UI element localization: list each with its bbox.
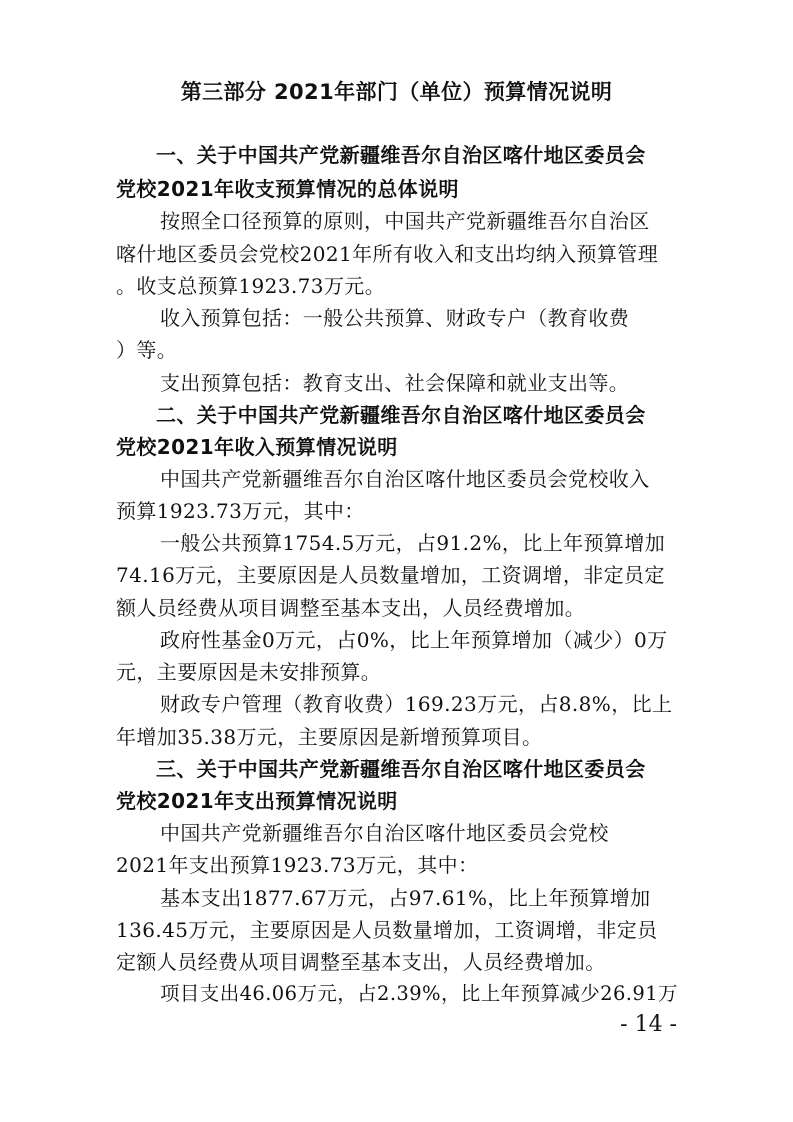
- section3-p1-line1: 中国共产党新疆维吾尔自治区喀什地区委员会党校: [160, 821, 609, 845]
- section3-p3-line1: 项目支出46.06万元，占2.39%，比上年预算减少26.91万: [160, 982, 678, 1005]
- section2-p2-line3: 额人员经费从项目调整至基本支出，人员经费增加。: [116, 596, 586, 620]
- section1-p1-line2: 喀什地区委员会党校2021年所有收入和支出均纳入预算管理: [116, 242, 659, 266]
- section2-p1-line2: 预算1923.73万元，其中：: [116, 499, 365, 523]
- page-title: 第三部分 2021年部门（单位）预算情况说明: [180, 80, 613, 104]
- section3-heading-line2: 党校2021年支出预算情况说明: [116, 789, 398, 813]
- section2-p4-line2: 年增加35.38万元，主要原因是新增预算项目。: [116, 725, 543, 749]
- section3-p2-line1: 基本支出1877.67万元，占97.61%，比上年预算增加: [160, 886, 651, 910]
- section2-p1-line1: 中国共产党新疆维吾尔自治区喀什地区委员会党校收入: [160, 467, 650, 491]
- section2-p3-line2: 元，主要原因是未安排预算。: [116, 660, 382, 684]
- section1-heading-line2: 党校2021年收支预算情况的总体说明: [116, 177, 459, 201]
- section2-p4-line1: 财政专户管理（教育收费）169.23万元，占8.8%，比上: [160, 692, 673, 716]
- section1-p2-line2: ）等。: [116, 338, 178, 362]
- section2-heading-line2: 党校2021年收入预算情况说明: [116, 435, 398, 459]
- section3-p1-line2: 2021年支出预算1923.73万元，其中：: [116, 853, 479, 877]
- section2-p3-line1: 政府性基金0万元，占0%，比上年预算增加（减少）0万: [160, 628, 668, 652]
- page-number: - 14 -: [620, 1012, 677, 1037]
- section2-p2-line1: 一般公共预算1754.5万元，占91.2%，比上年预算增加: [160, 531, 666, 555]
- section1-p1-line3: 。收支总预算1923.73万元。: [116, 274, 386, 298]
- section2-p2-line2: 74.16万元，主要原因是人员数量增加，工资调增，非定员定: [116, 563, 665, 587]
- section3-p2-line3: 定额人员经费从项目调整至基本支出，人员经费增加。: [116, 950, 606, 974]
- section1-p3-line1: 支出预算包括：教育支出、社会保障和就业支出等。: [160, 371, 630, 395]
- section1-p1-line1: 按照全口径预算的原则，中国共产党新疆维吾尔自治区: [160, 209, 650, 233]
- section3-p2-line2: 136.45万元，主要原因是人员数量增加，工资调增，非定员: [116, 918, 658, 942]
- section1-p2-line1: 收入预算包括：一般公共预算、财政专户（教育收费: [160, 306, 630, 330]
- section1-heading-line1: 一、关于中国共产党新疆维吾尔自治区喀什地区委员会: [156, 143, 646, 167]
- section3-heading-line1: 三、关于中国共产党新疆维吾尔自治区喀什地区委员会: [156, 757, 646, 781]
- section2-heading-line1: 二、关于中国共产党新疆维吾尔自治区喀什地区委员会: [156, 403, 646, 427]
